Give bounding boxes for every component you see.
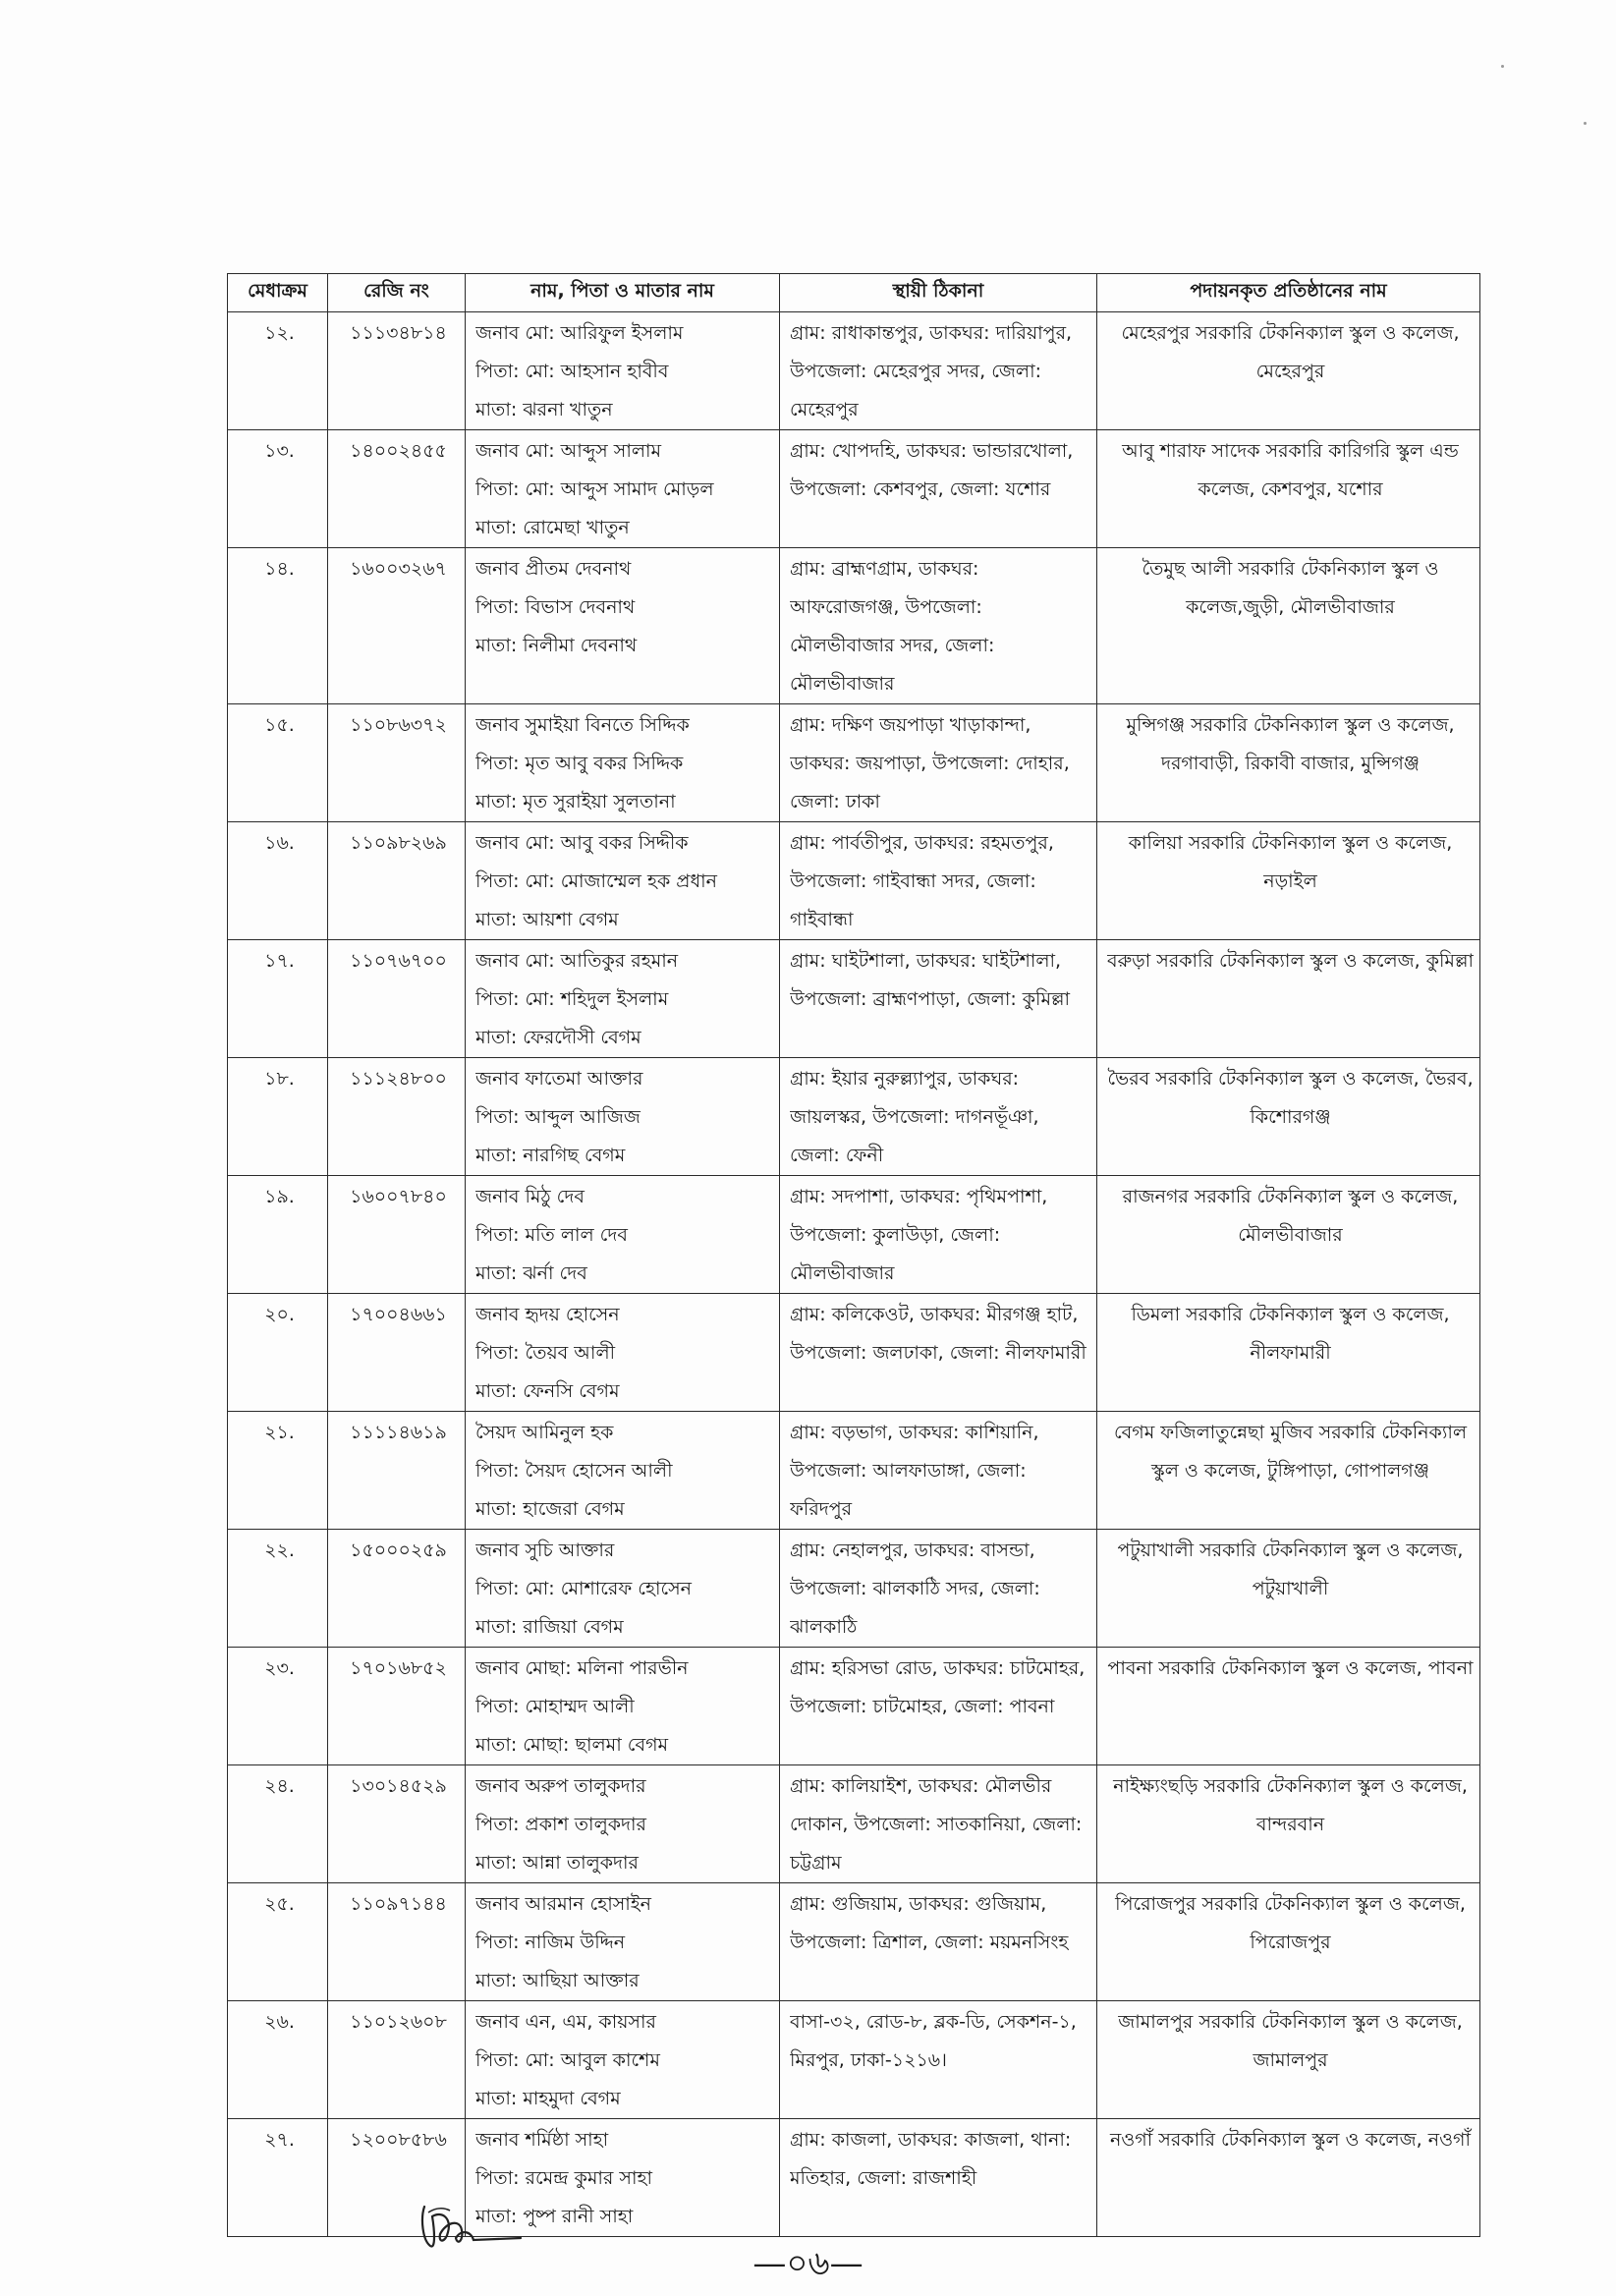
registration-number: ১১১১৪৬১৯: [328, 1412, 466, 1530]
merit-serial: ১৫.: [228, 704, 328, 822]
registration-number: ১১০৭৬৭০০: [328, 940, 466, 1058]
address-text: গ্রাম: কলিকেওট, ডাকঘর: মীরগঞ্জ হাট, উপজেলা: জলঢাকা, জেলা: নীলফামারী: [790, 1304, 1087, 1364]
mother-name: মাতা: রোমেছা খাতুন: [475, 517, 630, 538]
institution-text: বেগম ফজিলাতুন্নেছা মুজিব সরকারি টেকনিক্যাল স্কুল ও কলেজ, টুঙ্গিপাড়া, গোপালগঞ্জ: [1113, 1422, 1468, 1482]
candidate-name: জনাব মো: আবু বকর সিদ্দীক: [475, 832, 689, 854]
posted-institution: [1097, 1058, 1480, 1176]
registration-number: ১৪০০২৪৫৫: [328, 430, 466, 548]
merit-serial: ২৩.: [228, 1648, 328, 1765]
candidate-name-cell: [466, 1294, 780, 1412]
candidate-name: জনাব মো: আব্দুস সালাম: [475, 440, 662, 462]
father-name: পিতা: নাজিম উদ্দিন: [475, 1932, 626, 1953]
posted-institution: [1097, 430, 1480, 548]
merit-list-table: [227, 273, 1480, 2237]
posted-institution: [1097, 1883, 1480, 2001]
institution-text: নাইক্ষ্যংছড়ি সরকারি টেকনিক্যাল স্কুল ও কলেজ, বান্দরবান: [1113, 1775, 1468, 1835]
candidate-name: জনাব আরমান হোসাইন: [475, 1893, 652, 1915]
father-name: পিতা: মো: আবুল কাশেম: [475, 2049, 660, 2071]
mother-name: মাতা: নিলীমা দেবনাথ: [475, 635, 638, 656]
mother-name: মাতা: মোছা: ছালমা বেগম: [475, 1734, 669, 1756]
registration-number: ১১০৯৮২৬৯: [328, 822, 466, 940]
institution-text: তৈমুছ আলী সরকারি টেকনিক্যাল স্কুল ও কলেজ,জুড়ী, মৌলভীবাজার: [1142, 558, 1439, 618]
institution-text: পটুয়াখালী সরকারি টেকনিক্যাল স্কুল ও কলেজ, পটুয়াখালী: [1117, 1540, 1464, 1599]
merit-serial: ২২.: [228, 1530, 328, 1648]
candidate-name: জনাব ফাতেমা আক্তার: [475, 1068, 643, 1090]
mother-name: মাতা: হাজেরা বেগম: [475, 1498, 625, 1520]
registration-number: ১৬০০৭৮৪০: [328, 1176, 466, 1294]
table-row: [228, 2001, 1480, 2119]
father-name: পিতা: তৈয়ব আলী: [475, 1342, 616, 1364]
registration-number: ১১০১২৬০৮: [328, 2001, 466, 2119]
institution-text: কালিয়া সরকারি টেকনিক্যাল স্কুল ও কলেজ, নড়াইল: [1128, 832, 1453, 892]
father-name: পিতা: আব্দুল আজিজ: [475, 1106, 641, 1128]
mother-name: মাতা: আয়শা বেগম: [475, 909, 619, 930]
table-row: [228, 548, 1480, 704]
candidate-name-cell: [466, 1530, 780, 1648]
father-name: পিতা: মৃত আবু বকর সিদ্দিক: [475, 753, 684, 774]
merit-serial: ২৬.: [228, 2001, 328, 2119]
table-row: [228, 822, 1480, 940]
candidate-name-cell: [466, 940, 780, 1058]
permanent-address: [780, 1765, 1097, 1883]
mother-name: মাতা: ঝরনা খাতুন: [475, 399, 613, 420]
address-text: গ্রাম: রাধাকান্তপুর, ডাকঘর: দারিয়াপুর, উপজেলা: মেহেরপুর সদর, জেলা: মেহেরপুর: [790, 322, 1073, 420]
candidate-name-cell: [466, 2001, 780, 2119]
father-name: পিতা: মতি লাল দেব: [475, 1224, 628, 1246]
page-number: —০৬—: [752, 2244, 864, 2283]
posted-institution: [1097, 1412, 1480, 1530]
candidate-name-cell: [466, 1176, 780, 1294]
permanent-address: [780, 2119, 1097, 2237]
candidate-name: জনাব মোছা: মলিনা পারভীন: [475, 1657, 689, 1679]
posted-institution: [1097, 704, 1480, 822]
father-name: পিতা: বিভাস দেবনাথ: [475, 596, 636, 618]
institution-text: নওগাঁ সরকারি টেকনিক্যাল স্কুল ও কলেজ, নওগাঁ: [1109, 2129, 1472, 2151]
merit-serial: ১৬.: [228, 822, 328, 940]
header-serial: মেধাক্রম: [228, 274, 328, 312]
candidate-name: জনাব অরুপ তালুকদার: [475, 1775, 646, 1797]
table-row: [228, 1883, 1480, 2001]
candidate-name-cell: [466, 548, 780, 704]
candidate-name-cell: [466, 822, 780, 940]
mother-name: মাতা: ফেরদৌসী বেগম: [475, 1027, 641, 1048]
institution-text: জামালপুর সরকারি টেকনিক্যাল স্কুল ও কলেজ, জামালপুর: [1118, 2011, 1463, 2071]
candidate-name: জনাব প্রীতম দেবনাথ: [475, 558, 632, 580]
header-name: নাম, পিতা ও মাতার নাম: [466, 274, 780, 312]
mother-name: মাতা: মাহমুদা বেগম: [475, 2088, 621, 2109]
father-name: পিতা: মো: মোজাম্মেল হক প্রধান: [475, 870, 717, 892]
candidate-name: জনাব সুমাইয়া বিনতে সিদ্দিক: [475, 714, 690, 736]
candidate-name: জনাব এন, এম, কায়সার: [475, 2011, 656, 2033]
table-row: [228, 1412, 1480, 1530]
candidate-name-cell: [466, 1648, 780, 1765]
candidate-name: জনাব মিঠু দেব: [475, 1186, 585, 1207]
permanent-address: [780, 1294, 1097, 1412]
merit-serial: ১৭.: [228, 940, 328, 1058]
mother-name: মাতা: নারগিছ বেগম: [475, 1145, 626, 1166]
table-row: [228, 430, 1480, 548]
permanent-address: [780, 940, 1097, 1058]
institution-text: ভৈরব সরকারি টেকনিক্যাল স্কুল ও কলেজ, ভৈরব, কিশোরগঞ্জ: [1107, 1068, 1474, 1128]
posted-institution: [1097, 1765, 1480, 1883]
candidate-name-cell: [466, 430, 780, 548]
permanent-address: [780, 2001, 1097, 2119]
candidate-name: জনাব সুচি আক্তার: [475, 1540, 615, 1561]
table-row: [228, 312, 1480, 430]
permanent-address: [780, 430, 1097, 548]
father-name: পিতা: প্রকাশ তালুকদার: [475, 1814, 646, 1835]
table-row: [228, 1765, 1480, 1883]
candidate-name: জনাব হৃদয় হোসেন: [475, 1304, 620, 1325]
header-registration: রেজি নং: [328, 274, 466, 312]
institution-text: মেহেরপুর সরকারি টেকনিক্যাল স্কুল ও কলেজ, মেহেরপুর: [1121, 322, 1460, 382]
table-row: [228, 1058, 1480, 1176]
table-body: [228, 312, 1480, 2237]
institution-text: বরুড়া সরকারি টেকনিক্যাল স্কুল ও কলেজ, কুমিল্লা: [1107, 950, 1474, 972]
father-name: পিতা: মোহাম্মদ আলী: [475, 1696, 635, 1717]
address-text: বাসা-৩২, রোড-৮, ব্লক-ডি, সেকশন-১, মিরপুর, ঢাকা-১২১৬।: [790, 2011, 1077, 2071]
address-text: গ্রাম: ব্রাহ্মণগ্রাম, ডাকঘর: আফরোজগঞ্জ, উপজেলা: মৌলভীবাজার সদর, জেলা: মৌলভীবাজার: [790, 558, 995, 695]
merit-serial: ১৪.: [228, 548, 328, 704]
permanent-address: [780, 1058, 1097, 1176]
institution-text: মুন্সিগঞ্জ সরকারি টেকনিক্যাল স্কুল ও কলেজ, দরগাবাড়ী, রিকাবী বাজার, মুন্সিগঞ্জ: [1126, 714, 1455, 774]
candidate-name: সৈয়দ আমিনুল হক: [475, 1422, 614, 1443]
posted-institution: [1097, 548, 1480, 704]
merit-serial: ২০.: [228, 1294, 328, 1412]
address-text: গ্রাম: খোপদহি, ডাকঘর: ভান্ডারখোলা, উপজেলা: কেশবপুর, জেলা: যশোর: [790, 440, 1074, 500]
merit-serial: ১৮.: [228, 1058, 328, 1176]
posted-institution: [1097, 2119, 1480, 2237]
mother-name: মাতা: ফেনসি বেগম: [475, 1380, 620, 1402]
institution-text: আবু শারাফ সাদেক সরকারি কারিগরি স্কুল এন্ড কলেজ, কেশবপুর, যশোর: [1122, 440, 1459, 500]
candidate-name: জনাব মো: আতিকুর রহমান: [475, 950, 679, 972]
registration-number: ১৭০০৪৬৬১: [328, 1294, 466, 1412]
candidate-name: জনাব শর্মিষ্ঠা সাহা: [475, 2129, 609, 2151]
father-name: পিতা: রমেন্দ্র কুমার সাহা: [475, 2167, 652, 2189]
address-text: গ্রাম: গুজিয়াম, ডাকঘর: গুজিয়াম, উপজেলা: ত্রিশাল, জেলা: ময়মনসিংহ: [790, 1893, 1069, 1953]
candidate-name-cell: [466, 1412, 780, 1530]
permanent-address: [780, 1883, 1097, 2001]
candidate-name: জনাব মো: আরিফুল ইসলাম: [475, 322, 684, 344]
posted-institution: [1097, 940, 1480, 1058]
posted-institution: [1097, 1294, 1480, 1412]
table-header-row: [228, 274, 1480, 312]
mother-name: মাতা: মৃত সুরাইয়া সুলতানা: [475, 791, 676, 812]
mother-name: মাতা: আছিয়া আক্তার: [475, 1970, 640, 1991]
table-row: [228, 1648, 1480, 1765]
mother-name: মাতা: আন্না তালুকদার: [475, 1852, 639, 1874]
permanent-address: [780, 1648, 1097, 1765]
merit-serial: ২১.: [228, 1412, 328, 1530]
institution-text: ডিমলা সরকারি টেকনিক্যাল স্কুল ও কলেজ, নীলফামারী: [1131, 1304, 1450, 1364]
address-text: গ্রাম: সদপাশা, ডাকঘর: পৃথিমপাশা, উপজেলা: কুলাউড়া, জেলা: মৌলভীবাজার: [790, 1186, 1048, 1284]
registration-number: ১৭০১৬৮৫২: [328, 1648, 466, 1765]
header-address: স্থায়ী ঠিকানা: [780, 274, 1097, 312]
mother-name: মাতা: ঝর্না দেব: [475, 1262, 587, 1284]
merit-serial: ১৩.: [228, 430, 328, 548]
table-row: [228, 1530, 1480, 1648]
registration-number: ১১০৮৬৩৭২: [328, 704, 466, 822]
mother-name: মাতা: পুষ্প রানী সাহা: [475, 2206, 634, 2227]
father-name: পিতা: সৈয়দ হোসেন আলী: [475, 1460, 673, 1482]
address-text: গ্রাম: ঘাইটশালা, ডাকঘর: ঘাইটশালা, উপজেলা: ব্রাহ্মণপাড়া, জেলা: কুমিল্লা: [790, 950, 1071, 1010]
posted-institution: [1097, 312, 1480, 430]
posted-institution: [1097, 1530, 1480, 1648]
permanent-address: [780, 822, 1097, 940]
address-text: গ্রাম: কাজলা, ডাকঘর: কাজলা, থানা: মতিহার, জেলা: রাজশাহী: [790, 2129, 1072, 2189]
table-row: [228, 704, 1480, 822]
registration-number: ১৬০০৩২৬৭: [328, 548, 466, 704]
address-text: গ্রাম: দক্ষিণ জয়পাড়া খাড়াকান্দা, ডাকঘর: জয়পাড়া, উপজেলা: দোহার, জেলা: ঢাকা: [790, 714, 1070, 812]
permanent-address: [780, 548, 1097, 704]
father-name: পিতা: মো: আহসান হাবীব: [475, 361, 669, 382]
father-name: পিতা: মো: শহিদুল ইসলাম: [475, 988, 669, 1010]
father-name: পিতা: মো: আব্দুস সামাদ মোড়ল: [475, 478, 714, 500]
merit-serial: ২৪.: [228, 1765, 328, 1883]
father-name: পিতা: মো: মোশারেফ হোসেন: [475, 1578, 693, 1599]
registration-number: ১২০০৮৫৮৬: [328, 2119, 466, 2237]
registration-number: ১১১২৪৮০০: [328, 1058, 466, 1176]
address-text: গ্রাম: কালিয়াইশ, ডাকঘর: মৌলভীর দোকান, উপজেলা: সাতকানিয়া, জেলা: চট্টগ্রাম: [790, 1775, 1083, 1874]
table-row: [228, 940, 1480, 1058]
mother-name: মাতা: রাজিয়া বেগম: [475, 1616, 624, 1638]
posted-institution: [1097, 1648, 1480, 1765]
candidate-name-cell: [466, 1883, 780, 2001]
address-text: গ্রাম: বড়ভাগ, ডাকঘর: কাশিয়ানি, উপজেলা: আলফাডাঙ্গা, জেলা: ফরিদপুর: [790, 1422, 1039, 1520]
registration-number: ১১০৯৭১৪৪: [328, 1883, 466, 2001]
posted-institution: [1097, 2001, 1480, 2119]
permanent-address: [780, 704, 1097, 822]
header-institution: পদায়নকৃত প্রতিষ্ঠানের নাম: [1097, 274, 1480, 312]
address-text: গ্রাম: নেহালপুর, ডাকঘর: বাসন্ডা, উপজেলা: ঝালকাঠি সদর, জেলা: ঝালকাঠি: [790, 1540, 1040, 1638]
table-row: [228, 1294, 1480, 1412]
scan-speck: [1584, 122, 1587, 125]
candidate-name-cell: [466, 312, 780, 430]
merit-serial: ১৯.: [228, 1176, 328, 1294]
merit-serial: ১২.: [228, 312, 328, 430]
permanent-address: [780, 1412, 1097, 1530]
registration-number: ১৩০১৪৫২৯: [328, 1765, 466, 1883]
registration-number: ১৫০০০২৫৯: [328, 1530, 466, 1648]
merit-serial: ২৫.: [228, 1883, 328, 2001]
table-row: [228, 1176, 1480, 1294]
scan-speck: [1501, 65, 1504, 68]
candidate-name-cell: [466, 1058, 780, 1176]
posted-institution: [1097, 1176, 1480, 1294]
institution-text: পাবনা সরকারি টেকনিক্যাল স্কুল ও কলেজ, পাবনা: [1107, 1657, 1474, 1679]
address-text: গ্রাম: হরিসভা রোড, ডাকঘর: চাটমোহর, উপজেলা: চাটমোহর, জেলা: পাবনা: [790, 1657, 1086, 1717]
candidate-name-cell: [466, 1765, 780, 1883]
posted-institution: [1097, 822, 1480, 940]
permanent-address: [780, 1530, 1097, 1648]
permanent-address: [780, 1176, 1097, 1294]
institution-text: পিরোজপুর সরকারি টেকনিক্যাল স্কুল ও কলেজ, পিরোজপুর: [1115, 1893, 1466, 1953]
permanent-address: [780, 312, 1097, 430]
merit-serial: ২৭.: [228, 2119, 328, 2237]
address-text: গ্রাম: ইয়ার নুরুল্ল্যাপুর, ডাকঘর: জায়লস্কর, উপজেলা: দাগনভূঁঞা, জেলা: ফেনী: [790, 1068, 1039, 1166]
institution-text: রাজনগর সরকারি টেকনিক্যাল স্কুল ও কলেজ, মৌলভীবাজার: [1122, 1186, 1459, 1246]
address-text: গ্রাম: পার্বতীপুর, ডাকঘর: রহমতপুর, উপজেলা: গাইবান্ধা সদর, জেলা: গাইবান্ধা: [790, 832, 1054, 930]
registration-number: ১১১৩৪৮১৪: [328, 312, 466, 430]
candidate-name-cell: [466, 704, 780, 822]
